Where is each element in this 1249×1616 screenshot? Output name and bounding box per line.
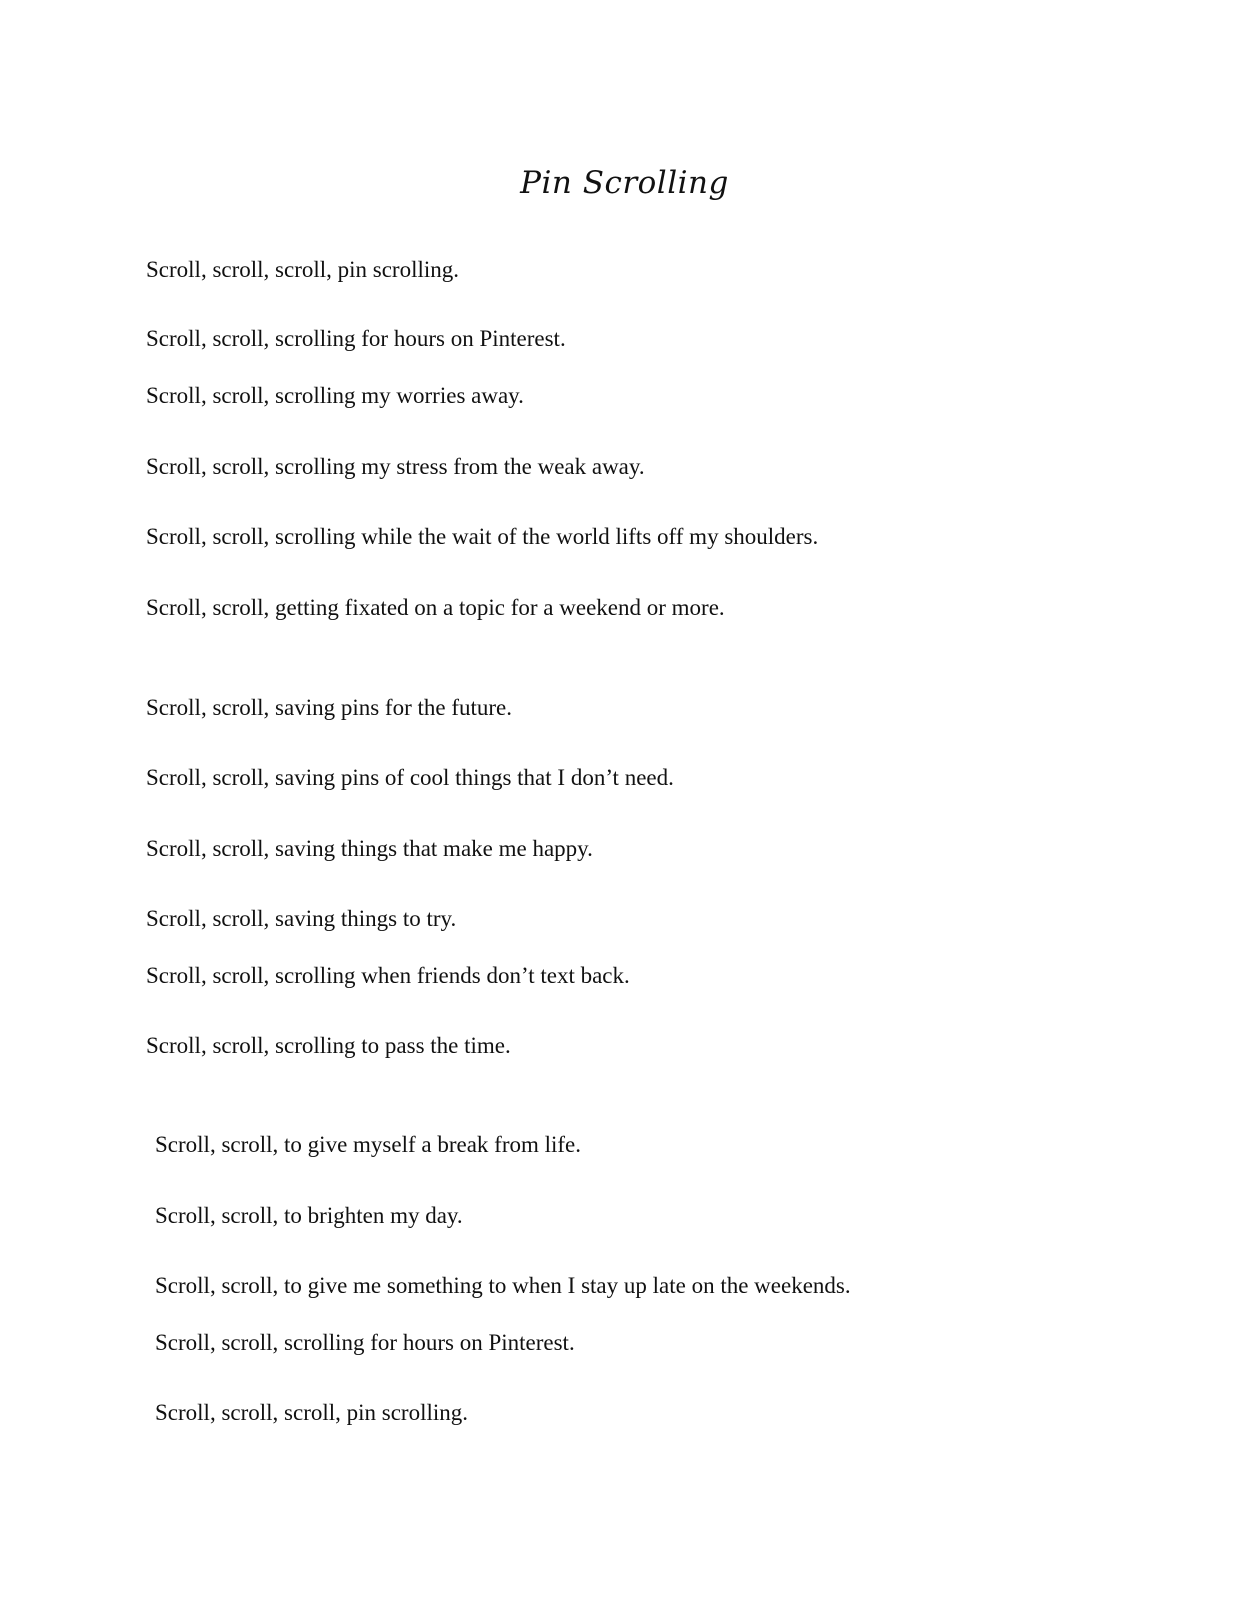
poem-line: Scroll, scroll, scroll, pin scrolling. — [155, 1400, 469, 1425]
poem-line: Scroll, scroll, to brighten my day. — [155, 1203, 463, 1228]
poem-line: Scroll, scroll, getting fixated on a topic for a weekend or more. — [146, 595, 725, 620]
poem-line: Scroll, scroll, saving things that make me happy. — [146, 836, 593, 861]
poem-line: Scroll, scroll, scroll, pin scrolling. — [146, 257, 460, 282]
poem-line: Scroll, scroll, scrolling my worries away. — [146, 383, 524, 408]
poem-title: Pin Scrolling — [520, 165, 729, 201]
poem-line: Scroll, scroll, saving pins of cool things that I don’t need. — [146, 765, 674, 790]
poem-line: Scroll, scroll, to give myself a break from life. — [155, 1132, 582, 1157]
poem-line: Scroll, scroll, saving pins for the future. — [146, 695, 513, 720]
poem-line: Scroll, scroll, scrolling when friends don’t text back. — [146, 963, 630, 988]
poem-line: Scroll, scroll, scrolling for hours on Pinterest. — [155, 1330, 575, 1355]
poem-line: Scroll, scroll, scrolling while the wait of the world lifts off my shoulders. — [146, 524, 819, 549]
poem-line: Scroll, scroll, scrolling for hours on Pinterest. — [146, 326, 566, 351]
poem-line: Scroll, scroll, saving things to try. — [146, 906, 457, 931]
poem-line: Scroll, scroll, to give me something to when I stay up late on the weekends. — [155, 1273, 851, 1298]
poem-line: Scroll, scroll, scrolling my stress from the weak away. — [146, 454, 645, 479]
poem-line: Scroll, scroll, scrolling to pass the time. — [146, 1033, 511, 1058]
